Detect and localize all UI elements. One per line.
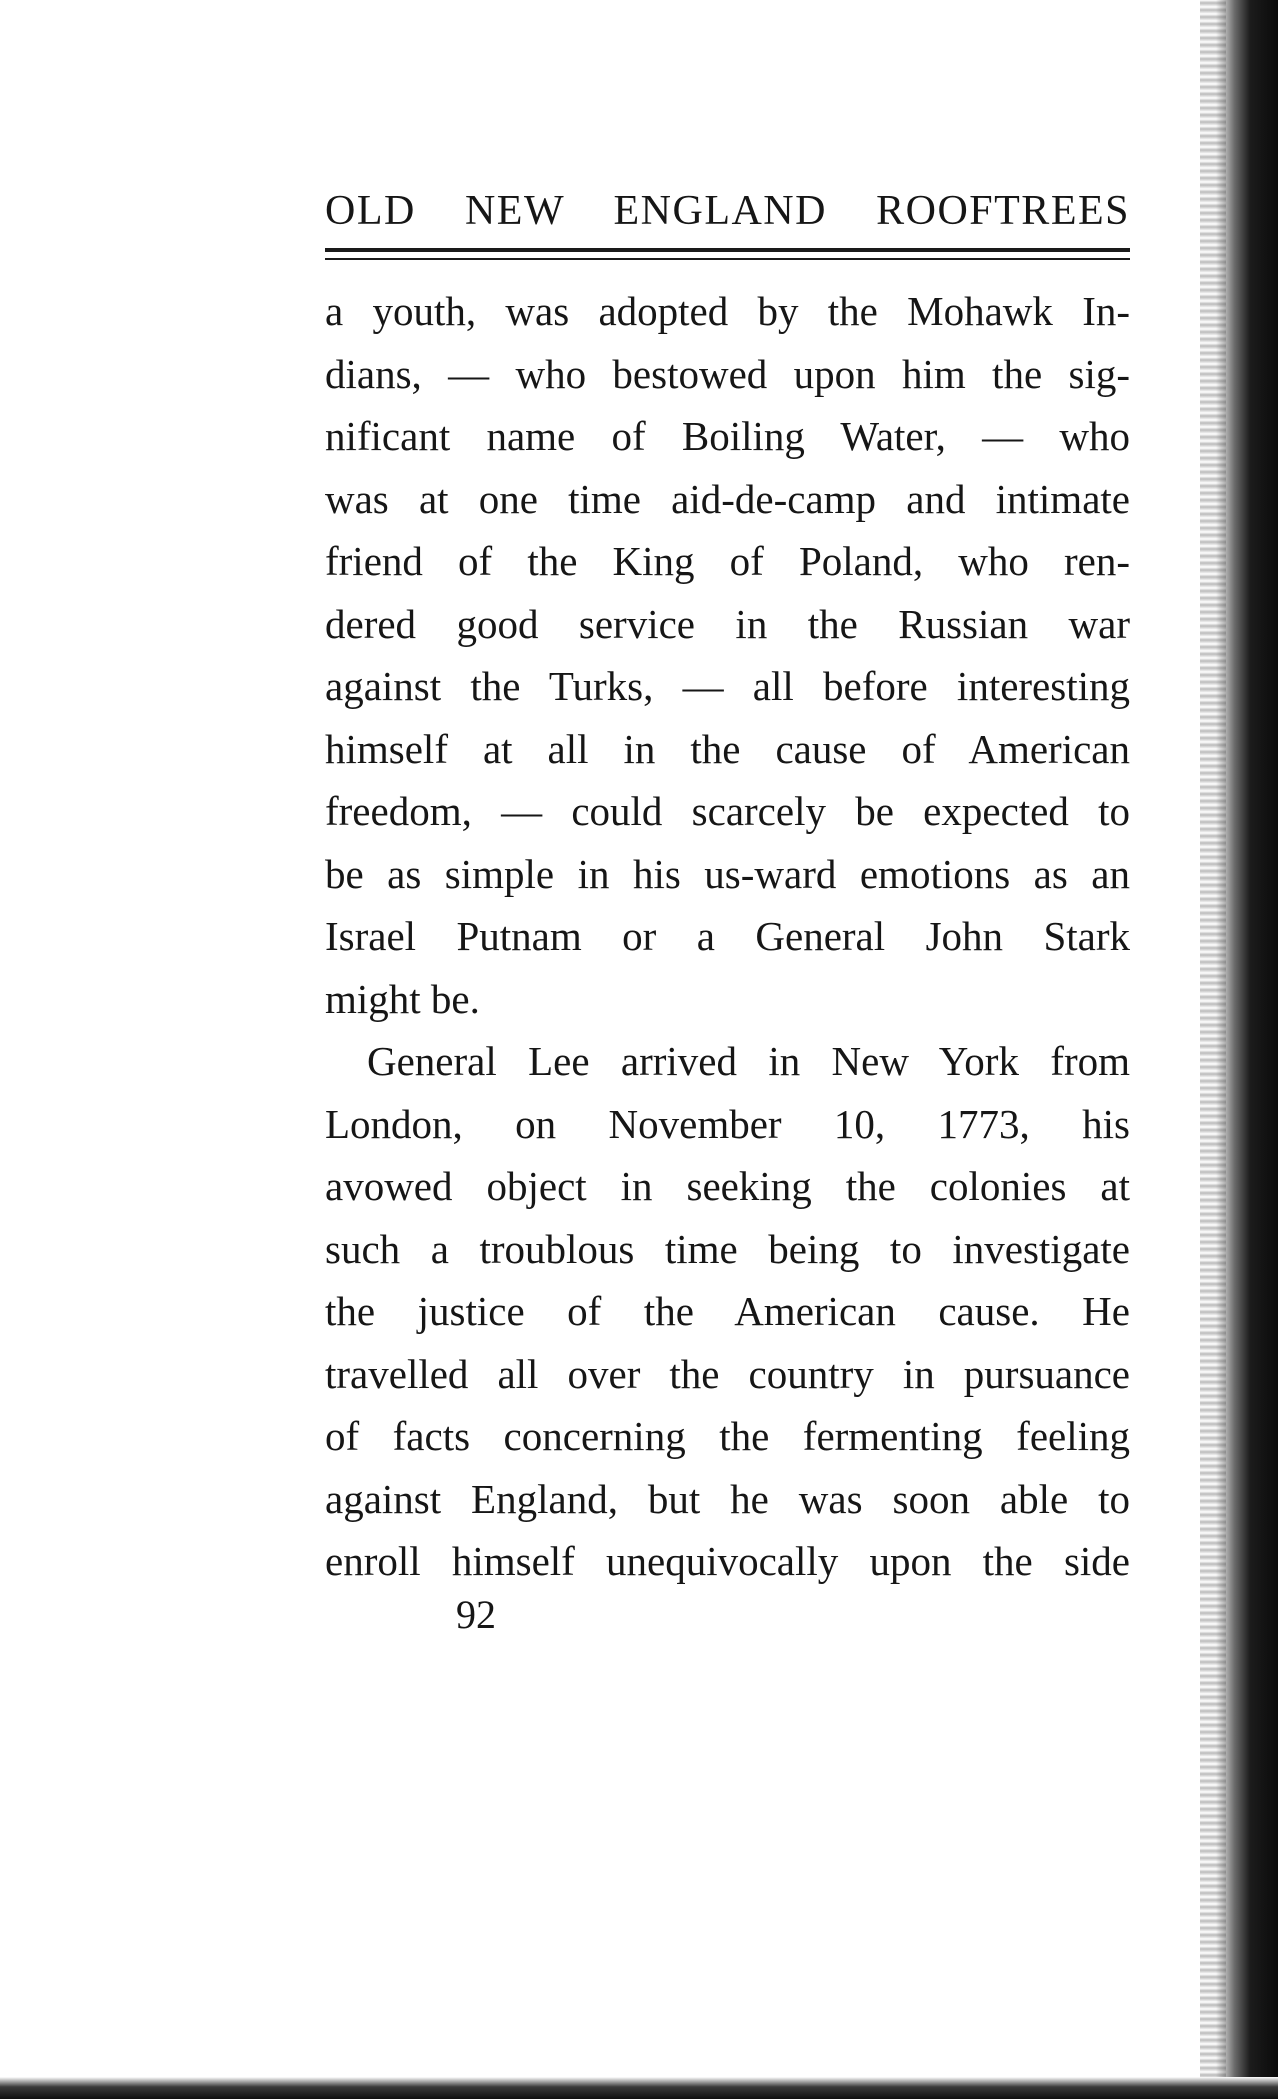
text-line: himself at all in the cause of American [325,725,1130,772]
text-line: the justice of the American cause. He [325,1288,1130,1334]
scan-bottom-edge [0,2077,1278,2099]
paragraph-end-line: might be. [325,975,480,1022]
text-line: enroll himself unequivocally upon the side [325,1538,1130,1584]
text-line: Israel Putnam or a General John Stark [325,913,1130,959]
text-line: dered good service in the Russian war [325,600,1130,647]
running-header: OLD NEW ENGLAND ROOFTREES [325,188,1130,234]
text-line: freedom, — could scarcely be expected to [325,788,1130,834]
body-text [325,280,1130,1593]
text-line: be as simple in his us-ward emotions as an [325,850,1130,897]
text-line: travelled all over the country in pursuance [325,1350,1130,1397]
text-line: a youth, was adopted by the Mohawk In- [325,288,1130,334]
text-line: nificant name of Boiling Water, — who [325,413,1130,459]
text-line: dians, — who bestowed upon him the sig- [325,350,1130,397]
header-rule-thick [325,248,1130,252]
text-line: friend of the King of Poland, who ren- [325,538,1130,584]
text-line: avowed object in seeking the colonies at [325,1163,1130,1209]
text-line: of facts concerning the fermenting feeling [325,1413,1130,1459]
text-line: against England, but he was soon able to [325,1475,1130,1522]
text-line: such a troublous time being to investigate [325,1225,1130,1272]
header-rule-thin [325,258,1130,260]
text-line: against the Turks, — all before interesting [325,663,1130,709]
scan-binding-shadow [1200,0,1226,2099]
page-number: 92 [456,1592,496,1637]
text-line: was at one time aid-de-camp and intimate [325,475,1130,522]
paragraph-start-line: General Lee arrived in New York from [367,1038,1130,1084]
text-line: London, on November 10, 1773, his [325,1100,1130,1147]
